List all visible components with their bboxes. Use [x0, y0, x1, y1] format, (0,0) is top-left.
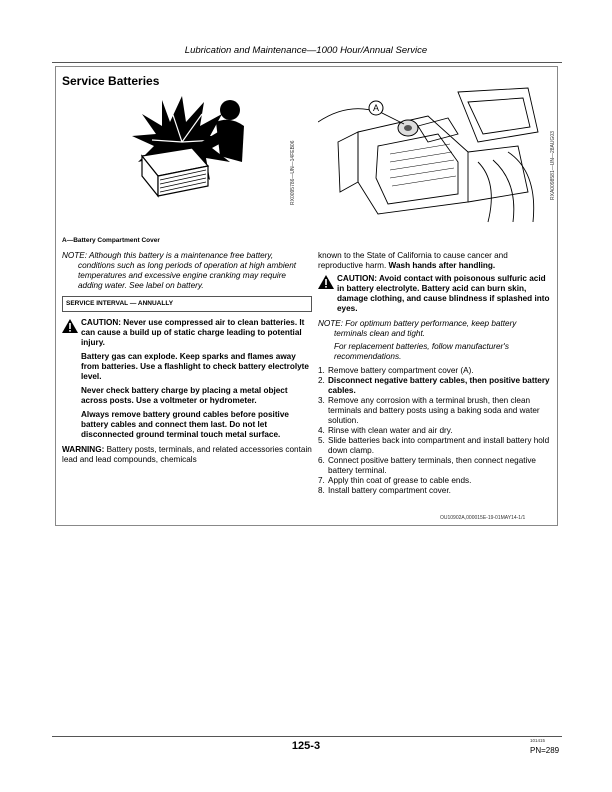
section-title: Service Batteries: [62, 74, 160, 88]
warning-triangle-icon: [318, 275, 334, 289]
page-number: 125-3: [291, 740, 321, 752]
running-header: Lubrication and Maintenance—1000 Hour/Annual Service: [184, 45, 428, 56]
caution-metal-object: Never check battery charge by placing a metal object across posts. Use a voltmeter or hydrometer.: [81, 386, 288, 405]
battery-shape: [142, 148, 208, 196]
procedure-step: 2. Disconnect negative battery cables, then positive battery cables.: [318, 376, 550, 395]
battery-note: NOTE: Although this battery is a maintenance free battery, conditions such as long periods of operation at high ambient temperatures and excessive engine cranking may require adding water. See label on battery.: [62, 251, 297, 290]
figure-caption: A—Battery Compartment Cover: [62, 237, 160, 244]
figure-code-right: RXA0098581—UN—28AUG03: [550, 131, 556, 200]
procedure-step: 4. Rinse with clean water and air dry.: [318, 426, 453, 435]
procedure-step: 7. Apply thin coat of grease to cable ends.: [318, 476, 472, 485]
callout-label: A: [372, 103, 380, 113]
procedure-step: 6. Connect positive battery terminals, then connect negative battery terminal.: [318, 456, 536, 475]
battery-compartment-illustration: [318, 82, 544, 226]
figure-code-left: RX0095786—UN—14FEB06: [290, 140, 296, 205]
footer-rule: [52, 736, 562, 737]
caution-ground-cables: Always remove battery ground cables before positive battery cables and connect them last. Do not let disconnected ground terminal touch metal surface.: [81, 410, 289, 439]
warning-triangle-icon: [62, 319, 78, 333]
part-number: PN=289: [530, 746, 560, 755]
procedure-step: 8. Install battery compartment cover.: [318, 486, 451, 495]
procedure-step: 5. Slide batteries back into compartment and install battery hold down clamp.: [318, 436, 550, 455]
footer-code: 101415: [530, 738, 546, 743]
caution-sulfuric-acid: CAUTION: Avoid contact with poisonous sulfuric acid in battery electrolyte. Battery acid can burn skin, damage clothing, and cause blindness if splashed into eyes.: [318, 274, 554, 314]
procedure-step: 3. Remove any corrosion with a terminal brush, then clean terminals and battery posts using a baking soda and water solution.: [318, 396, 540, 425]
procedure-steps: [318, 366, 554, 496]
performance-note: NOTE: For optimum battery performance, keep battery terminals clean and tight. For replacement batteries, follow manufacturer's recommendations.: [318, 319, 517, 361]
caution-compressed-air: CAUTION: Never use compressed air to clean batteries. It can cause a build up of static charge leading to potential injury.: [62, 318, 312, 348]
reference-code: OU10902A,000015E-19-01MAY14-1/1: [440, 515, 526, 521]
right-column: [318, 251, 554, 496]
warning-continuation: known to the State of California to cause cancer and reproductive harm. Wash hands after handling.: [318, 251, 508, 270]
service-interval: SERVICE INTERVAL — ANNUALLY: [62, 296, 312, 312]
battery-explosion-illustration: [112, 92, 282, 202]
caution-battery-gas: Battery gas can explode. Keep sparks and flames away from batteries. Use a flashlight to check battery electrolyte level.: [81, 352, 309, 381]
procedure-step: 1. Remove battery compartment cover (A).: [318, 366, 474, 375]
left-column: [62, 251, 312, 468]
header-rule: [52, 62, 562, 63]
warning-lead: WARNING: Battery posts, terminals, and related accessories contain lead and lead compounds, chemicals: [62, 445, 312, 464]
